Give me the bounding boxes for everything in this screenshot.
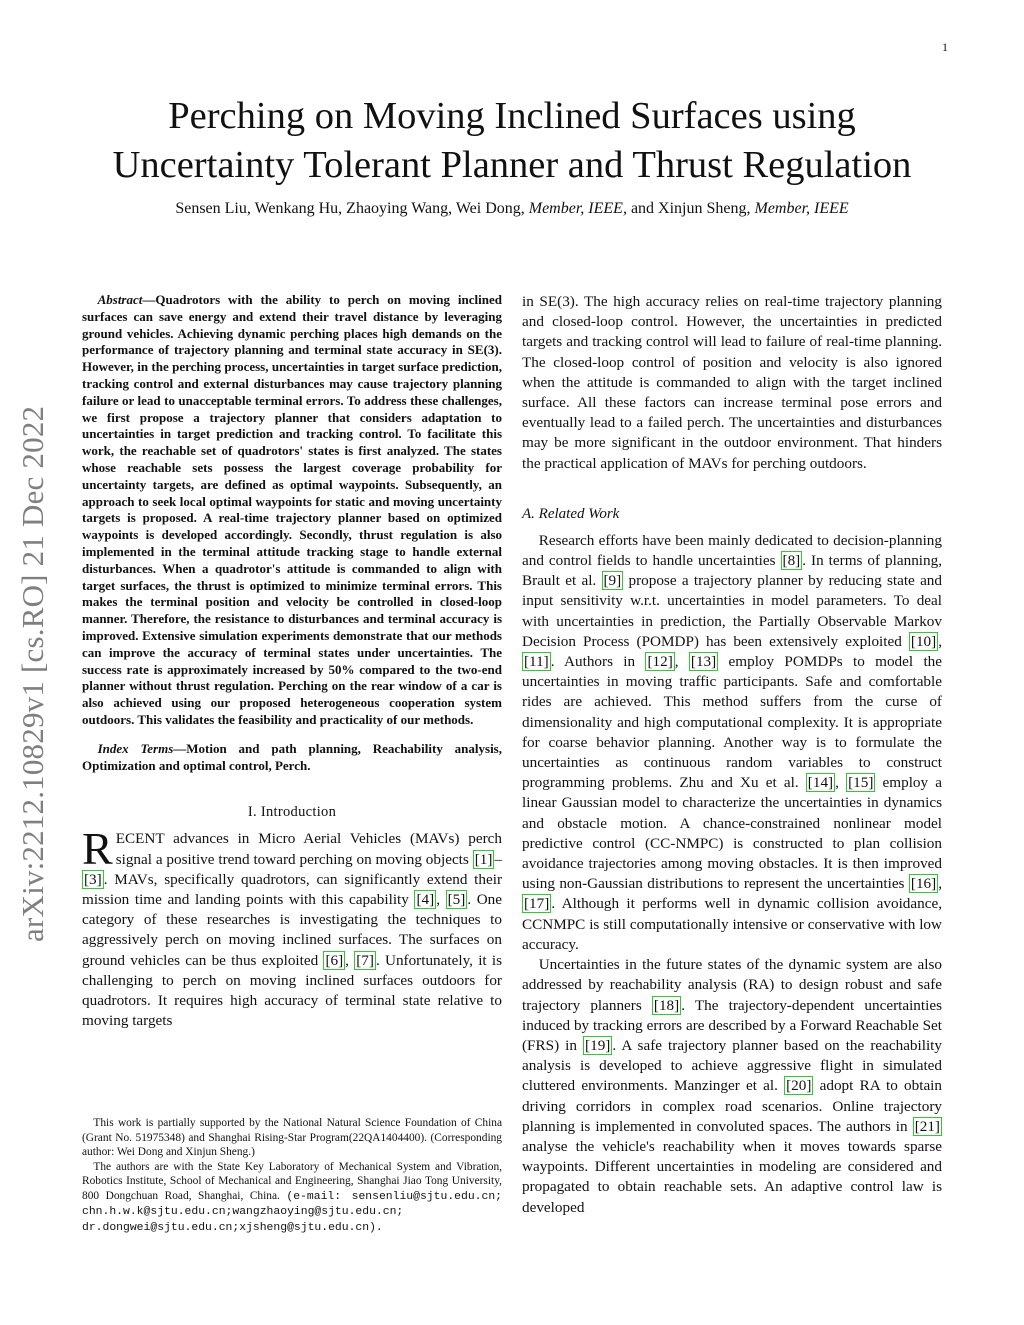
email-list[interactable]: (e-mail: sensenliu@sjtu.edu.cn; chn.h.w.k@sjtu.edu.cn;wangzhaoying@sjtu.edu.cn; dr.dongwei@sjtu.edu.cn;xjsheng@sjtu.edu.cn). (82, 1190, 502, 1234)
separator: , (938, 632, 942, 650)
intro-text: . Unfortunately, it is challenging to perch on moving inclined surfaces outdoors for quadrotors. It requires high accuracy of terminal state relative to moving targets (82, 951, 503, 1030)
body-text: employ a linear Gaussian model to characterize the uncertainties in dynamics and obstacle motion. A chance-constrained nonlinear model predictive control (CC-NMPC) is constructed to plan collision avoidance trajectories among moving obstacles. It is then improved using non-Gaussian distributions to represent the uncertainties (522, 774, 943, 893)
title-line: Uncertainty Tolerant Planner and Thrust Regulation (112, 144, 912, 186)
citation-link[interactable]: [12] (647, 653, 673, 671)
author-membership: Member, IEEE, (528, 200, 627, 217)
author-names-last: and Xinjun Sheng, (630, 200, 751, 217)
citation-link[interactable]: [20] (786, 1077, 812, 1095)
arxiv-stamp: arXiv:2212.10829v1 [cs.RO] 21 Dec 2022 (15, 405, 50, 942)
citation-link[interactable]: [10] (910, 632, 937, 650)
paper-title (60, 92, 964, 190)
body-text: adopt RA to obtain driving corridors in complex road scenarios. Online trajectory planning is implemented in convoluted spaces. The authors in (522, 1077, 942, 1135)
intro-text: . MAVs, specifically quadrotors, can significantly extend their mission time and landing points with this capability (82, 870, 502, 908)
citation-link[interactable]: [17] (524, 895, 550, 913)
citation-link[interactable]: [9] (603, 572, 622, 590)
citation-link[interactable]: [21] (914, 1117, 940, 1135)
body-text: propose a trajectory planner by reducing state and input sensitivity w.r.t. uncertainties in model parameters. To deal with uncertainties in prediction, the Partially Observable Markov Decision Process (POMDP) has been extensively exploited (522, 572, 942, 650)
footnote-affiliation (82, 1160, 502, 1236)
citation-link[interactable]: [4] (416, 890, 435, 908)
author-names: Sensen Liu, Wenkang Hu, Zhaoying Wang, Wei Dong, (175, 200, 525, 217)
body-text: Research efforts have been mainly dedicated to decision-planning and control fields to handle uncertainties (522, 531, 942, 570)
intro-continuation: in SE(3). The high accuracy relies on real-time trajectory planning and closed-loop control. However, the uncertainties in predicted targets and tracking control will lead to failure of real-time planning. The closed-loop control of position and velocity is also ignored when the attitude is commanded to align with the target inclined surface. All these factors can increase terminal pose errors and eventually lead to a failed perch. The uncertainties and disturbances may be more significant in the outdoor environment. That hinders the practical application of MAVs for perching outdoors. (522, 293, 942, 472)
page-number: 1 (942, 40, 948, 54)
reachability-paragraph (522, 955, 942, 1218)
citation-link[interactable]: [7] (356, 951, 374, 969)
author-list (60, 198, 964, 220)
citation-link[interactable]: [18] (653, 996, 680, 1014)
related-work-paragraph (522, 531, 942, 955)
index-terms (82, 741, 502, 775)
index-terms-label: Index Terms (97, 740, 174, 756)
body-text: . Authors in (550, 653, 646, 671)
citation-link[interactable]: [16] (910, 875, 937, 893)
subsection-heading: A. Related Work (522, 505, 620, 522)
author-membership: Member, IEEE (754, 200, 849, 217)
body-text: . The trajectory-dependent uncertainties induced by tracking errors are described by a Forward Reachable Set (FRS) in (522, 996, 942, 1054)
section-heading: I. Introduction (247, 804, 337, 821)
abstract (82, 292, 502, 729)
separator: , (345, 951, 355, 969)
intro-text: ECENT advances in Micro Aerial Vehicles (MAVs) perch signal a positive trend toward perching on moving objects (115, 830, 502, 868)
body-text: employ POMDPs to model the uncertainties in moving traffic participants. Safe and comfortable rides are achieved. This method suffers from the curse of dimensionality and high computational complexity. It is appropriate for coarse behavior planning. Another way is to formulate the uncertainties as continuous random variables to construct programming problems. Zhu and Xu et al. (522, 653, 942, 792)
citation-link[interactable]: [5] (447, 890, 466, 908)
footnote (82, 1116, 502, 1235)
footnote-funding: This work is partially supported by the National Natural Science Foundation of China (Grant No. 51975348) and Shanghai Rising-Star Program(22QA1404400). (Corresponding author: Wei Dong and Xinjun Sheng.) (82, 1117, 502, 1158)
title-line: Perching on Moving Inclined Surfaces using (168, 95, 856, 137)
index-terms-text: —Motion and path planning, Reachability analysis, Optimization and optimal control, Perch. (82, 740, 502, 773)
separator: , (436, 890, 446, 908)
citation-link[interactable]: [15] (848, 774, 874, 792)
body-text: . Although it performs well in dynamic collision avoidance, CCNMPC is still computationally intensive or conservative with low accuracy. (522, 895, 942, 953)
dash: – (494, 850, 502, 868)
citation-link[interactable]: [6] (325, 951, 344, 969)
citation-link[interactable]: [1] (474, 850, 493, 868)
citation-link[interactable]: [11] (524, 653, 549, 671)
separator: , (835, 774, 847, 792)
drop-cap: R (82, 823, 113, 875)
citation-link[interactable]: [13] (690, 653, 717, 671)
right-column (522, 292, 942, 1218)
left-column (82, 292, 502, 1031)
body-text: analyse the vehicle's reachability when it moves towards sparse waypoints. Different uncertainties in modeling are considered and propagated to obtain reachable sets. An adaptive control law is developed (522, 1137, 942, 1216)
intro-text: . One category of these researches is investigating the techniques to aggressively perch on moving inclined surfaces. The surfaces on ground vehicles can be thus exploited (82, 890, 503, 969)
body-text: . In terms of planning, Brault et al. (522, 552, 942, 590)
abstract-label: Abstract (97, 292, 143, 307)
body-text: . A safe trajectory planner based on the reachability analysis is developed to achieve aggressive flight in simulated cluttered environments. Manzinger et al. (522, 1036, 942, 1095)
abstract-text: —Quadrotors with the ability to perch on moving inclined surfaces can save energy and extend their travel distance by leveraging ground vehicles. Achieving dynamic perching places high demands on the performance of trajectory planning and terminal state accuracy in SE(3). However, in the perching process, uncertainties in target surface prediction, tracking control and external disturbances may cause trajectory planning failure or lead to unacceptable terminal errors. To address these challenges, we first propose a trajectory planner that considers adaptation to uncertainties in target prediction and tracking control. To facilitate this work, the reachable set of quadrotors' states is first analyzed. The states whose reachable sets possess the largest coverage probability for uncertainty targets, are defined as optimal waypoints. Subsequently, an approach to seek local optimal waypoints for static and moving uncertainty targets is proposed. A real-time trajectory planner based on optimized waypoints is developed accordingly. Secondly, thrust regulation is also implemented in the terminal attitude tracking stage to handle external disturbances. When a quadrotor's attitude is commanded to align with target surfaces, the thrust is optimized to minimize terminal errors. This makes the terminal position and velocity be controlled in closed-loop manner. Therefore, the resistance to disturbances and terminal accuracy is improved. Extensive simulation experiments demonstrate that our methods can improve the accuracy of terminal states under uncertainties. The success rate is approximately increased by 50% compared to the two-end planner without thrust regulation. Perching on the rear window of a car is also achieved using our proposed heterogeneous cooperation system outdoors. This validates the feasibility and practicality of our methods. (82, 292, 502, 727)
citation-link[interactable]: [14] (807, 774, 834, 792)
affiliation-text: The authors are with the State Key Laboratory of Mechanical System and Vibration, Robotics Institute, School of Mechanical and Engineering, Shanghai Jiao Tong University, 800 Dongchuan Road, Shanghai, China. (82, 1160, 502, 1202)
citation-link[interactable]: [3] (84, 870, 102, 888)
citation-link[interactable]: [19] (585, 1036, 611, 1054)
separator: , (674, 653, 689, 671)
body-text: Uncertainties in the future states of the dynamic system are also addressed by reachability analysis (RA) to design robust and safe trajectory planners (522, 956, 942, 1014)
intro-paragraph (82, 823, 503, 1031)
citation-link[interactable]: [8] (782, 552, 801, 570)
separator: , (938, 875, 942, 893)
